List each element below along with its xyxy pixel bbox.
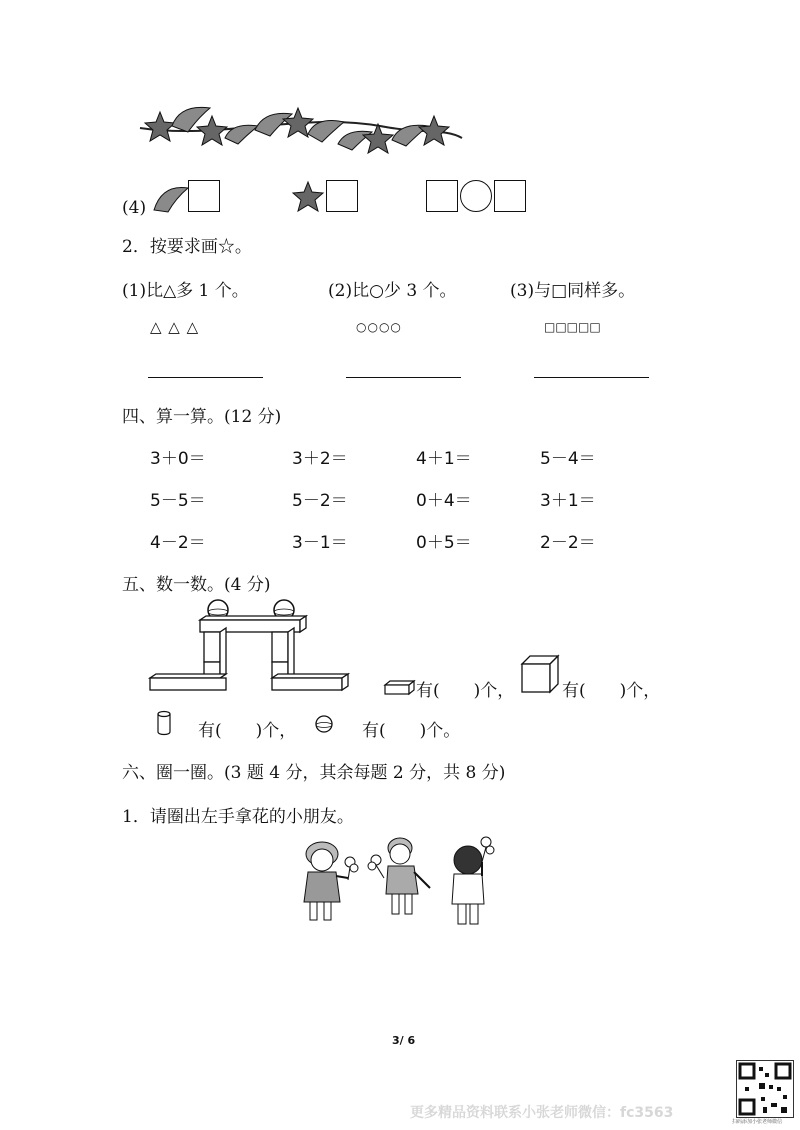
watermark-text: 更多精品资料联系小张老师微信：fc3563 [410, 1105, 674, 1121]
cylinder-icon [156, 710, 172, 736]
q2-item-1-label: (1)比△多 1 个。 [122, 281, 249, 301]
equation: 0＋5＝ [416, 533, 472, 553]
section-6-question-1: 1．请圈出左手拿花的小朋友。 [122, 807, 354, 827]
equation: 5－2＝ [292, 491, 348, 511]
equation: 0＋4＝ [416, 491, 472, 511]
equation: 4＋1＝ [416, 449, 472, 469]
child-2-figure [368, 838, 430, 914]
q2-item-3-shapes: □□□□□ [544, 320, 601, 334]
count-sphere-text: 有( )个。 [362, 721, 461, 741]
answer-line-2[interactable] [346, 377, 461, 378]
child-3-figure [452, 837, 494, 924]
star-icon [197, 116, 227, 145]
shell-icon [338, 131, 372, 150]
page-number: 3/ 6 [392, 1034, 416, 1047]
cuboid-icon [384, 680, 416, 696]
children-with-flowers-illustration [296, 832, 516, 932]
equation: 2－2＝ [540, 533, 596, 553]
question-4-label: (4) [122, 198, 147, 218]
sphere-icon [314, 714, 334, 734]
count-cuboid-text: 有( )个， [416, 681, 515, 701]
equation: 5－5＝ [150, 491, 206, 511]
q2-item-2-label: (2)比○少 3 个。 [328, 281, 457, 301]
equation: 5－4＝ [540, 449, 596, 469]
answer-box[interactable] [326, 180, 358, 212]
child-1-figure [304, 842, 358, 920]
count-cylinder-text: 有( )个， [198, 721, 297, 741]
cube-icon [520, 654, 562, 694]
equation: 4－2＝ [150, 533, 206, 553]
pattern-row-illustration [0, 0, 800, 170]
answer-line-3[interactable] [534, 377, 649, 378]
question-2-title: 2．按要求画☆。 [122, 237, 252, 257]
shell-icon [150, 180, 190, 216]
section-5-title: 五、数一数。(4 分) [122, 575, 271, 595]
answer-box[interactable] [188, 180, 220, 212]
equation: 3－1＝ [292, 533, 348, 553]
star-icon [419, 116, 449, 145]
answer-line-1[interactable] [148, 377, 263, 378]
qr-code-icon [736, 1060, 794, 1118]
star-icon [292, 180, 324, 212]
qr-caption: 扫码添加小张老师微信 [732, 1119, 783, 1125]
count-cube-text: 有( )个， [562, 681, 661, 701]
q2-item-2-shapes: ○○○○ [356, 320, 402, 334]
answer-box[interactable] [494, 180, 526, 212]
equation: 3＋1＝ [540, 491, 596, 511]
answer-box[interactable] [426, 180, 458, 212]
answer-circle[interactable] [460, 180, 492, 212]
equation: 3＋2＝ [292, 449, 348, 469]
section-4-title: 四、算一算。(12 分) [122, 407, 282, 427]
equation: 3＋0＝ [150, 449, 206, 469]
section-6-title: 六、圈一圈。(3 题 4 分，其余每题 2 分，共 8 分) [122, 763, 506, 783]
q2-item-1-shapes: △ △ △ [150, 318, 200, 336]
q2-item-3-label: (3)与□同样多。 [510, 281, 636, 301]
shell-icon [308, 121, 344, 143]
star-icon [145, 112, 175, 141]
